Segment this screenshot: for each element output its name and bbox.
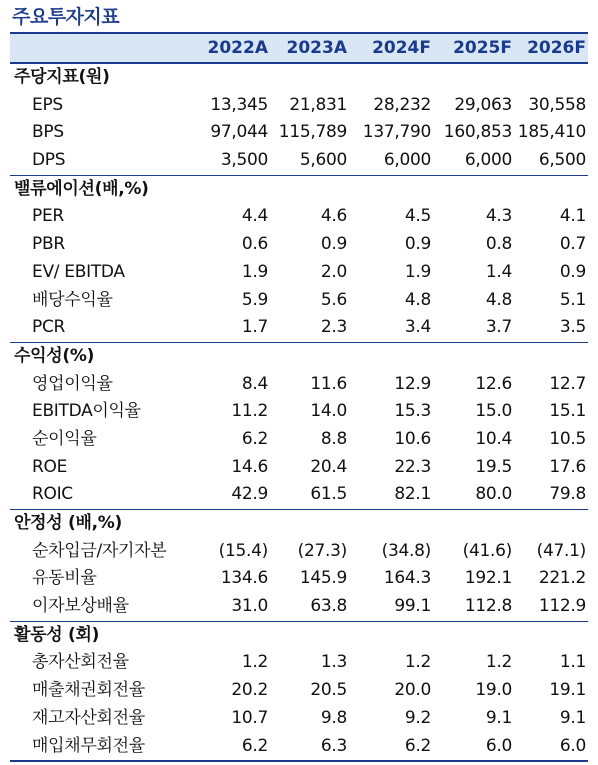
table-cell: 6,000 (383, 150, 431, 171)
row-label: 매출채권회전율 (32, 680, 145, 701)
table-cell: 3.5 (559, 317, 586, 338)
table-cell: 1.7 (241, 317, 268, 338)
row-label: 순이익율 (32, 428, 97, 449)
table-cell: 112.9 (538, 596, 586, 617)
table-cell: 82.1 (394, 484, 431, 505)
table-cell: 10.4 (475, 428, 512, 449)
table-cell: 20.0 (394, 680, 431, 701)
table-cell: 1.9 (404, 261, 431, 282)
table-row (10, 481, 588, 509)
table-cell: 6.2 (241, 428, 268, 449)
table-cell: 14.0 (310, 401, 347, 422)
table-cell: 2.3 (320, 317, 347, 338)
table-row (10, 287, 588, 315)
section-title: 안정성 (배,%) (14, 513, 122, 533)
table-cell: 5,600 (299, 150, 347, 171)
table-cell: 6,000 (464, 150, 512, 171)
table-row (10, 649, 588, 677)
table-cell: 1.9 (241, 261, 268, 282)
table-cell: 2.0 (320, 261, 347, 282)
table-cell: 5.1 (559, 289, 586, 310)
table-cell: 99.1 (394, 596, 431, 617)
table-cell: 5.9 (241, 289, 268, 310)
table-cell: 9.2 (404, 707, 431, 728)
row-label: PER (32, 206, 64, 227)
column-header: 2024F (372, 38, 431, 58)
table-cell: 9.1 (485, 707, 512, 728)
row-label: BPS (32, 122, 64, 143)
table-cell: (34.8) (381, 540, 431, 561)
section-header (10, 343, 588, 371)
table-cell: 20.5 (310, 680, 347, 701)
table-cell: (15.4) (218, 540, 268, 561)
row-label: ROIC (32, 484, 73, 505)
table-cell: 10.6 (394, 428, 431, 449)
table-row (10, 231, 588, 259)
table-cell: 15.0 (475, 401, 512, 422)
table-cell: 164.3 (383, 568, 431, 589)
row-label: 이자보상배율 (32, 596, 129, 617)
section-title: 활동성 (회) (14, 624, 100, 645)
table-cell: 15.3 (394, 401, 431, 422)
table-cell: 185,410 (517, 122, 586, 143)
table-cell: 3,500 (220, 150, 268, 171)
table-cell: 1.1 (559, 652, 586, 673)
section-header (10, 176, 588, 204)
table-cell: 1.2 (485, 652, 512, 673)
table-cell: 10.7 (231, 707, 268, 728)
row-label: 순차입금/자기자본 (32, 540, 167, 561)
table-cell: 221.2 (538, 568, 586, 589)
table-cell: 115,789 (278, 122, 347, 143)
table-cell: 6.3 (320, 735, 347, 756)
table-cell: 4.1 (559, 206, 586, 227)
column-header: 2023A (286, 38, 347, 58)
table-cell: 112.8 (464, 596, 512, 617)
table-cell: 12.7 (549, 373, 586, 394)
table-cell: 17.6 (549, 456, 586, 477)
table-cell: 12.9 (394, 373, 431, 394)
section-header (10, 622, 588, 650)
table-row (10, 454, 588, 482)
table-cell: 4.5 (404, 206, 431, 227)
table-cell: 19.5 (475, 456, 512, 477)
row-label: EPS (32, 94, 63, 115)
table-cell: 13,345 (210, 94, 268, 115)
table-cell: 30,558 (528, 94, 586, 115)
table-cell: 97,044 (210, 122, 268, 143)
table-row (10, 426, 588, 454)
table-cell: 3.7 (485, 317, 512, 338)
table-cell: 1.4 (485, 261, 512, 282)
table-row (10, 705, 588, 733)
table-cell: 0.9 (404, 234, 431, 255)
table-cell: 1.2 (241, 652, 268, 673)
column-header: 2025F (453, 38, 512, 58)
table-cell: 0.9 (320, 234, 347, 255)
table-cell: 9.8 (320, 707, 347, 728)
section-title: 밸류에이션(배,%) (14, 178, 149, 199)
table-cell: 12.6 (475, 373, 512, 394)
column-header: 2026F (527, 38, 586, 58)
table-cell: 4.3 (485, 206, 512, 227)
table-row (10, 119, 588, 147)
table-cell: 42.9 (231, 484, 268, 505)
section-header (10, 510, 588, 538)
table-cell: 145.9 (299, 568, 347, 589)
table-cell: 6.0 (485, 735, 512, 756)
table-cell: 22.3 (394, 456, 431, 477)
row-label: PCR (32, 317, 66, 338)
table-row (10, 733, 588, 761)
table-cell: 20.2 (231, 680, 268, 701)
table-cell: 137,790 (362, 122, 431, 143)
table-cell: 3.4 (404, 317, 431, 338)
table-cell: 0.6 (241, 234, 268, 255)
table-cell: 0.8 (485, 234, 512, 255)
table-cell: 14.6 (231, 456, 268, 477)
row-label: 유동비율 (32, 568, 97, 589)
table-cell: 19.0 (475, 680, 512, 701)
table-cell: 11.2 (231, 401, 268, 422)
table-cell: 1.3 (320, 652, 347, 673)
row-label: EV/ EBITDA (32, 261, 125, 282)
table-cell: 5.6 (320, 289, 347, 310)
table-cell: 4.8 (404, 289, 431, 310)
section-title: 주당지표(원) (14, 67, 110, 87)
table-cell: 20.4 (310, 456, 347, 477)
table-row (10, 677, 588, 705)
table-cell: (27.3) (297, 540, 347, 561)
table-cell: (47.1) (536, 540, 586, 561)
table-cell: 28,232 (373, 94, 431, 115)
table-cell: 29,063 (454, 94, 512, 115)
table-row (10, 314, 588, 342)
row-label: PBR (32, 234, 65, 255)
table-cell: 31.0 (231, 596, 268, 617)
table-row (10, 147, 588, 175)
table-cell: 15.1 (549, 401, 586, 422)
table-row (10, 593, 588, 621)
column-header: 2022A (207, 38, 268, 58)
table-row (10, 565, 588, 593)
table-row (10, 538, 588, 566)
table-cell: (41.6) (462, 540, 512, 561)
table-cell: 11.6 (310, 373, 347, 394)
section-header (10, 64, 588, 92)
table-cell: 10.5 (549, 428, 586, 449)
table-cell: 80.0 (475, 484, 512, 505)
table-cell: 6.0 (559, 735, 586, 756)
row-label: 재고자산회전율 (32, 707, 145, 728)
table-row (10, 92, 588, 120)
table-cell: 4.8 (485, 289, 512, 310)
table-cell: 4.4 (241, 206, 268, 227)
table-cell: 6.2 (241, 735, 268, 756)
section-title: 수익성(%) (14, 345, 95, 366)
table-cell: 8.8 (320, 428, 347, 449)
column-header-row (10, 34, 588, 62)
table-cell: 6.2 (404, 735, 431, 756)
table-cell: 21,831 (289, 94, 347, 115)
table-cell: 0.9 (559, 261, 586, 282)
table-cell: 6,500 (538, 150, 586, 171)
row-label: ROE (32, 456, 68, 477)
table-cell: 63.8 (310, 596, 347, 617)
table-cell: 79.8 (549, 484, 586, 505)
table-cell: 8.4 (241, 373, 268, 394)
page-title: 주요투자지표 (12, 6, 120, 28)
table-cell: 9.1 (559, 707, 586, 728)
table-cell: 160,853 (443, 122, 512, 143)
table-cell: 134.6 (220, 568, 268, 589)
row-label: EBITDA이익율 (32, 401, 141, 422)
table-cell: 61.5 (310, 484, 347, 505)
row-label: DPS (32, 150, 66, 171)
row-label: 매입채무회전율 (32, 735, 145, 756)
table-row (10, 203, 588, 231)
table-row (10, 259, 588, 287)
table-row (10, 371, 588, 399)
row-label: 배당수익율 (32, 289, 113, 310)
row-label: 총자산회전율 (32, 652, 129, 673)
investment-indicators-table (10, 64, 588, 762)
table-cell: 19.1 (549, 680, 586, 701)
table-bottom-border (10, 760, 588, 762)
table-cell: 0.7 (559, 234, 586, 255)
table-cell: 192.1 (464, 568, 512, 589)
table-cell: 4.6 (320, 206, 347, 227)
row-label: 영업이익율 (32, 373, 113, 394)
table-cell: 1.2 (404, 652, 431, 673)
table-row (10, 398, 588, 426)
